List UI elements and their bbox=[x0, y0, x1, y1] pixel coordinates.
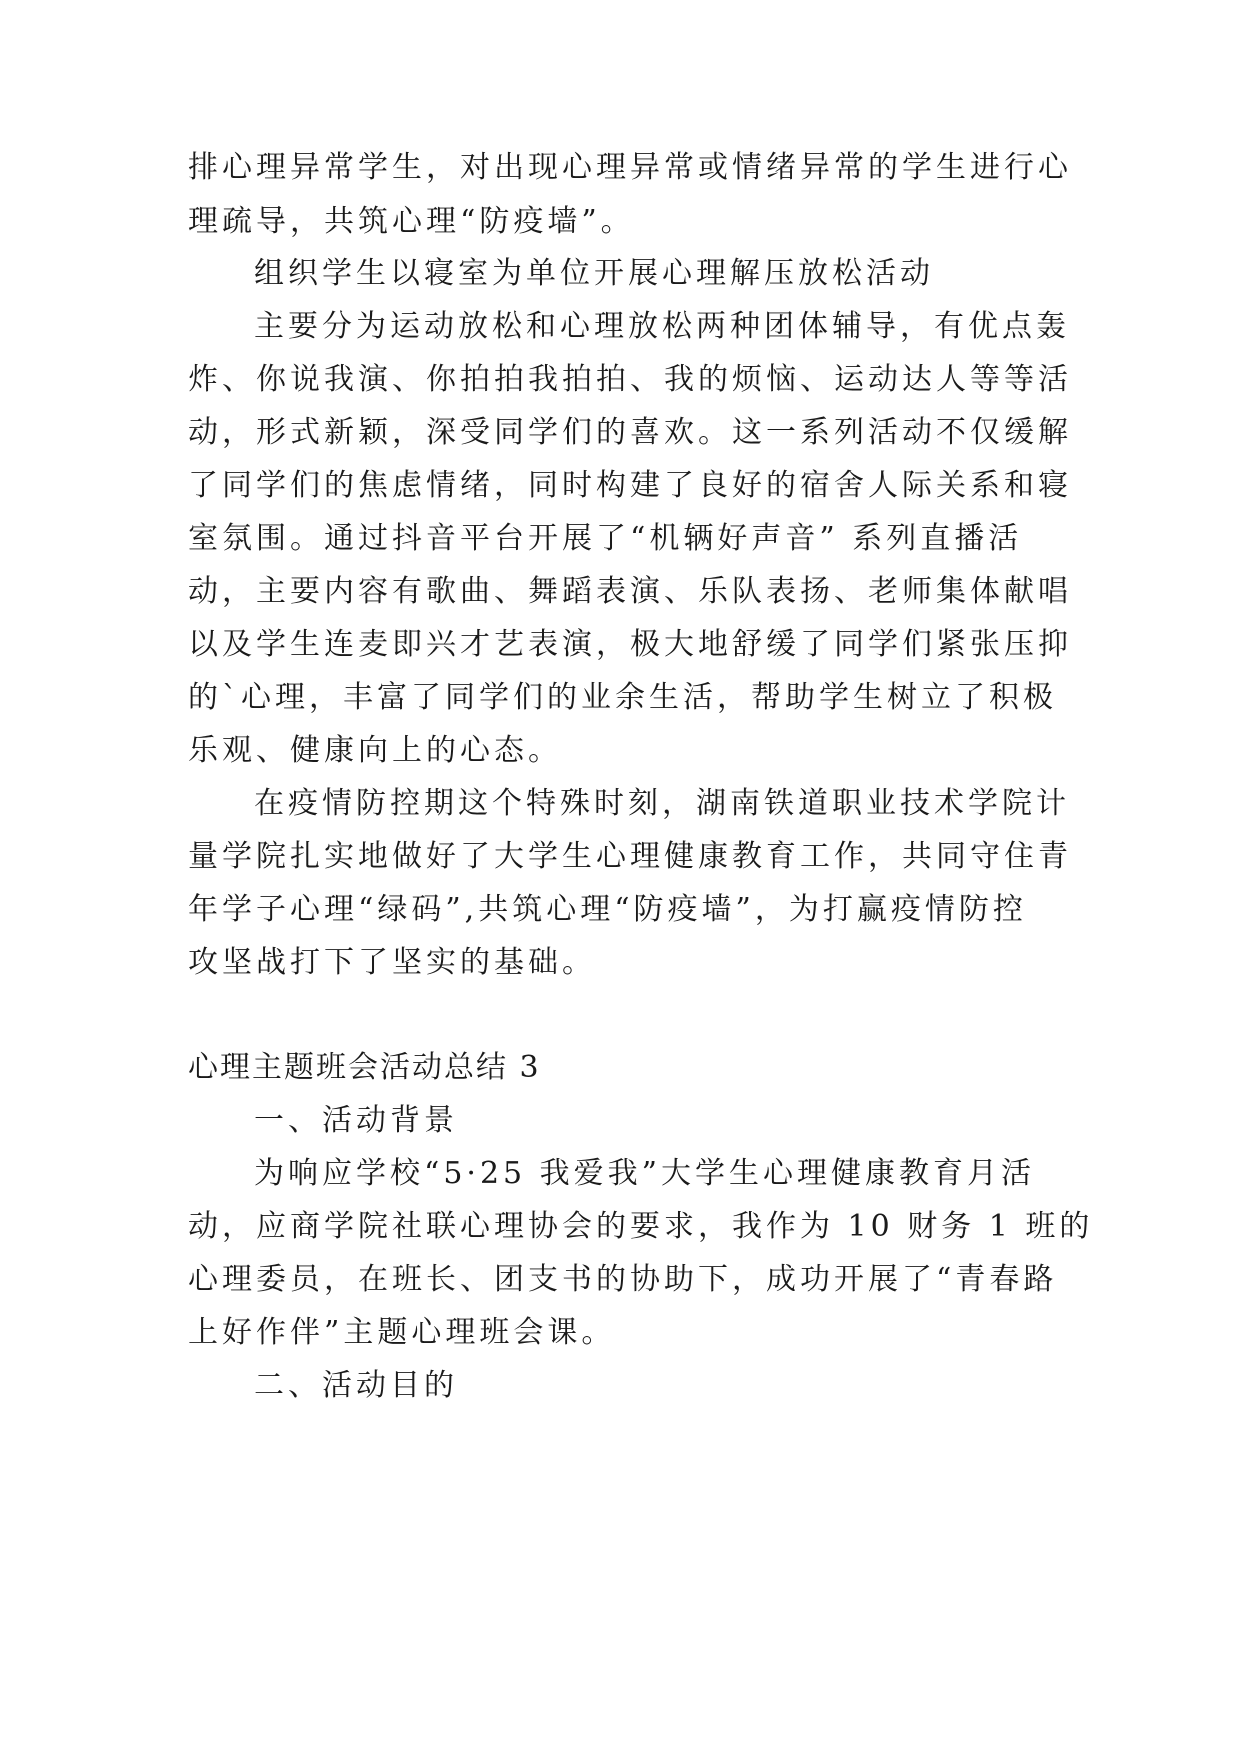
paragraph-line: 了同学们的焦虑情绪，同时构建了良好的宿舍人际关系和寝 bbox=[188, 468, 1072, 503]
paragraph-line: 炸、你说我演、你拍拍我拍拍、我的烦恼、运动达人等等活 bbox=[188, 362, 1072, 397]
paragraph-line: 心理委员，在班长、团支书的协助下，成功开展了“青春路 bbox=[188, 1262, 1058, 1297]
subheading: 一、活动背景 bbox=[254, 1103, 458, 1138]
paragraph-line: 主要分为运动放松和心理放松两种团体辅导，有优点轰 bbox=[254, 309, 1070, 344]
paragraph-line: 为响应学校“5·25 我爱我”大学生心理健康教育月活 bbox=[254, 1156, 1036, 1191]
paragraph-line: 的`心理，丰富了同学们的业余生活，帮助学生树立了积极 bbox=[188, 680, 1057, 715]
paragraph-line: 排心理异常学生，对出现心理异常或情绪异常的学生进行心 bbox=[188, 150, 1072, 185]
paragraph-line: 年学子心理“绿码”,共筑心理“防疫墙”，为打赢疫情防控 bbox=[188, 892, 1027, 927]
paragraph-line: 组织学生以寝室为单位开展心理解压放松活动 bbox=[254, 256, 934, 291]
paragraph-line: 理疏导，共筑心理“防疫墙”。 bbox=[188, 204, 635, 239]
paragraph-line: 上好作伴”主题心理班会课。 bbox=[188, 1315, 616, 1350]
subheading: 二、活动目的 bbox=[254, 1368, 458, 1403]
paragraph-line: 以及学生连麦即兴才艺表演，极大地舒缓了同学们紧张压抑 bbox=[188, 627, 1072, 662]
paragraph-line: 室氛围。通过抖音平台开展了“机辆好声音” 系列直播活 bbox=[188, 521, 1023, 556]
paragraph-line: 乐观、健康向上的心态。 bbox=[188, 733, 562, 768]
paragraph-line: 动，应商学院社联心理协会的要求，我作为 10 财务 1 班的 bbox=[188, 1209, 1094, 1244]
paragraph-line: 攻坚战打下了坚实的基础。 bbox=[188, 945, 596, 980]
paragraph-line: 动，形式新颖，深受同学们的喜欢。这一系列活动不仅缓解 bbox=[188, 415, 1072, 450]
paragraph-line: 动，主要内容有歌曲、舞蹈表演、乐队表扬、老师集体献唱 bbox=[188, 574, 1072, 609]
section-title: 心理主题班会活动总结 3 bbox=[188, 1050, 541, 1085]
paragraph-line: 量学院扎实地做好了大学生心理健康教育工作，共同守住青 bbox=[188, 839, 1072, 874]
paragraph-line: 在疫情防控期这个特殊时刻，湖南铁道职业技术学院计 bbox=[254, 786, 1070, 821]
